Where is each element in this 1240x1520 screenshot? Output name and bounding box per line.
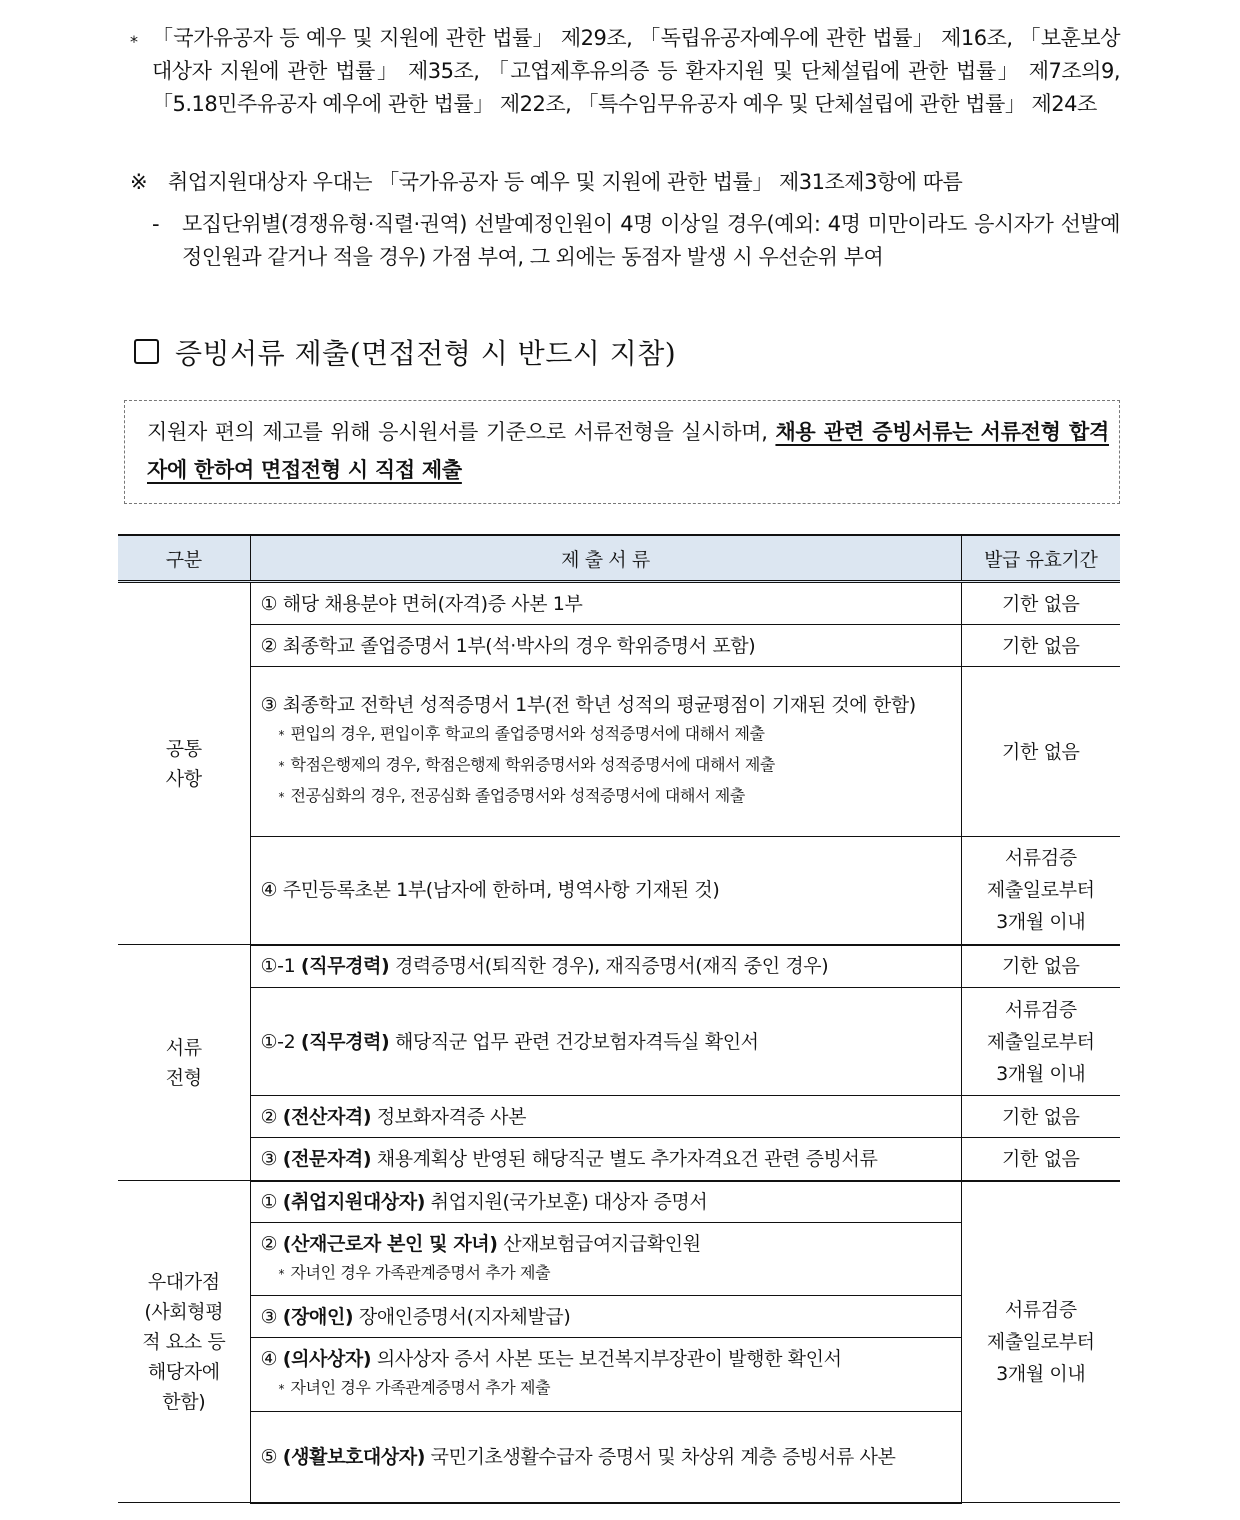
table-row xyxy=(118,837,1120,945)
document-cell: ② (전산자격) 정보화자격증 사본 xyxy=(250,1096,961,1138)
header-validity: 발급 유효기간 xyxy=(961,535,1120,582)
section-title xyxy=(134,334,676,374)
document-cell: ① (취업지원대상자) 취업지원(국가보훈) 대상자 증명서 xyxy=(250,1181,961,1223)
document-cell: ⑤ (생활보호대상자) 국민기초생활수급자 증명서 및 차상위 계층 증빙서류 사본 xyxy=(250,1412,961,1503)
subnote: * 학점은행제의 경우, 학점은행제 학위증명서와 성적증명서에 대해서 제출 xyxy=(278,755,775,774)
callout-emphasis: 채용 관련 증빙서류는 서류전형 합격자에 한하여 면접전형 시 직접 제출 xyxy=(147,420,1109,482)
validity-cell: 기한 없음 xyxy=(961,667,1120,837)
table-row xyxy=(118,1181,1120,1223)
bonus-rule-note xyxy=(130,208,1120,274)
section-title-text: 증빙서류 제출(면접전형 시 반드시 지참) xyxy=(175,337,677,370)
reference-mark: ※ xyxy=(130,170,148,194)
validity-cell: 기한 없음 xyxy=(961,1096,1120,1138)
table-row xyxy=(118,667,1120,837)
validity-cell: 서류검증 제출일로부터 3개월 이내 xyxy=(961,1181,1120,1503)
callout-text: 지원자 편의 제고를 위해 응시원서를 기준으로 서류전형을 실시하며, xyxy=(147,420,768,444)
document-cell: ④ 주민등록초본 1부(남자에 한하며, 병역사항 기재된 것) xyxy=(250,837,961,945)
document-cell: ② (산재근로자 본인 및 자녀) 산재보험급여지급확인원 * 자녀인 경우 가족관계증명서 추가 제출 xyxy=(250,1223,961,1296)
validity-cell: 서류검증 제출일로부터 3개월 이내 xyxy=(961,988,1120,1096)
document-cell: ③ (전문자격) 채용계획상 반영된 해당직군 별도 추가자격요건 관련 증빙서류 xyxy=(250,1138,961,1181)
table-row xyxy=(118,945,1120,988)
table-header-row xyxy=(118,535,1120,582)
table-row xyxy=(118,1096,1120,1138)
document-cell: ① 해당 채용분야 면허(자격)증 사본 1부 xyxy=(250,582,961,625)
document-cell: ④ (의사상자) 의사상자 증서 사본 또는 보건복지부장관이 발행한 확인서 * 자녀인 경우 가족관계증명서 추가 제출 xyxy=(250,1338,961,1412)
validity-cell: 기한 없음 xyxy=(961,582,1120,625)
header-category: 구분 xyxy=(118,535,250,582)
dash-mark: - xyxy=(152,212,160,236)
document-cell: ①-1 (직무경력) 경력증명서(퇴직한 경우), 재직증명서(재직 중인 경우) xyxy=(250,945,961,988)
document-cell: ② 최종학교 졸업증명서 1부(석·박사의 경우 학위증명서 포함) xyxy=(250,625,961,667)
bonus-rule-text: 모집단위별(경쟁유형·직렬·권역) 선발예정인원이 4명 이상일 경우(예외: 4명 미만이라도 응시자가 선발예정인원과 같거나 적을 경우) 가점 부여, 그 외에는 동점자 발생 시 우선순위 부여 xyxy=(182,212,1120,269)
law-reference-note xyxy=(130,22,1120,121)
subnote: * 자녀인 경우 가족관계증명서 추가 제출 xyxy=(278,1378,551,1397)
table-row xyxy=(118,582,1120,625)
checkbox-square-icon xyxy=(134,339,159,364)
table-row xyxy=(118,625,1120,667)
validity-cell: 기한 없음 xyxy=(961,945,1120,988)
submission-callout xyxy=(124,400,1120,504)
table-row xyxy=(118,1138,1120,1181)
category-common: 공통 사항 xyxy=(118,582,250,945)
header-documents: 제 출 서 류 xyxy=(250,535,961,582)
category-bonus: 우대가점 (사회형평 적 요소 등 해당자에 한함) xyxy=(118,1181,250,1503)
document-cell: ③ (장애인) 장애인증명서(지자체발급) xyxy=(250,1296,961,1338)
asterisk-mark: * xyxy=(130,32,138,51)
validity-cell: 기한 없음 xyxy=(961,1138,1120,1181)
documents-table xyxy=(118,534,1120,1504)
law-reference-text: 「국가유공자 등 예우 및 지원에 관한 법률」 제29조, 「독립유공자예우에 관한 법률」 제16조, 「보훈보상대상자 지원에 관한 법률」 제35조, 「고엽제후유의증 등 환자지원 및 단체설립에 관한 법률」 제7조의9, 「5.18민주유공자 예우에 관한 법률」 제22조, 「특수임무유공자 예우 및 단체설립에 관한 법률」 제24조 xyxy=(152,26,1120,116)
validity-cell: 기한 없음 xyxy=(961,625,1120,667)
category-screening: 서류 전형 xyxy=(118,945,250,1181)
subnote: * 전공심화의 경우, 전공심화 졸업증명서와 성적증명서에 대해서 제출 xyxy=(278,786,745,805)
table-row xyxy=(118,988,1120,1096)
subnote: * 편입의 경우, 편입이후 학교의 졸업증명서와 성적증명서에 대해서 제출 xyxy=(278,724,765,743)
document-cell: ③ 최종학교 전학년 성적증명서 1부(전 학년 성적의 평균평점이 기재된 것에 한함) * 편입의 경우, 편입이후 학교의 졸업증명서와 성적증명서에 대해서 제출 * 학점은행제의 경우, 학점은행제 학위증명서와 성적증명서에 대해서 제출 * 전공심화의 경우, 전공심화 졸업증명서와 성적증명서에 대해서 제출 xyxy=(250,667,961,837)
employment-support-note xyxy=(130,166,1120,199)
document-cell: ①-2 (직무경력) 해당직군 업무 관련 건강보험자격득실 확인서 xyxy=(250,988,961,1096)
employment-support-text: 취업지원대상자 우대는 「국가유공자 등 예우 및 지원에 관한 법률」 제31조제3항에 따름 xyxy=(168,170,963,194)
subnote: * 자녀인 경우 가족관계증명서 추가 제출 xyxy=(278,1262,551,1282)
validity-cell: 서류검증 제출일로부터 3개월 이내 xyxy=(961,837,1120,945)
